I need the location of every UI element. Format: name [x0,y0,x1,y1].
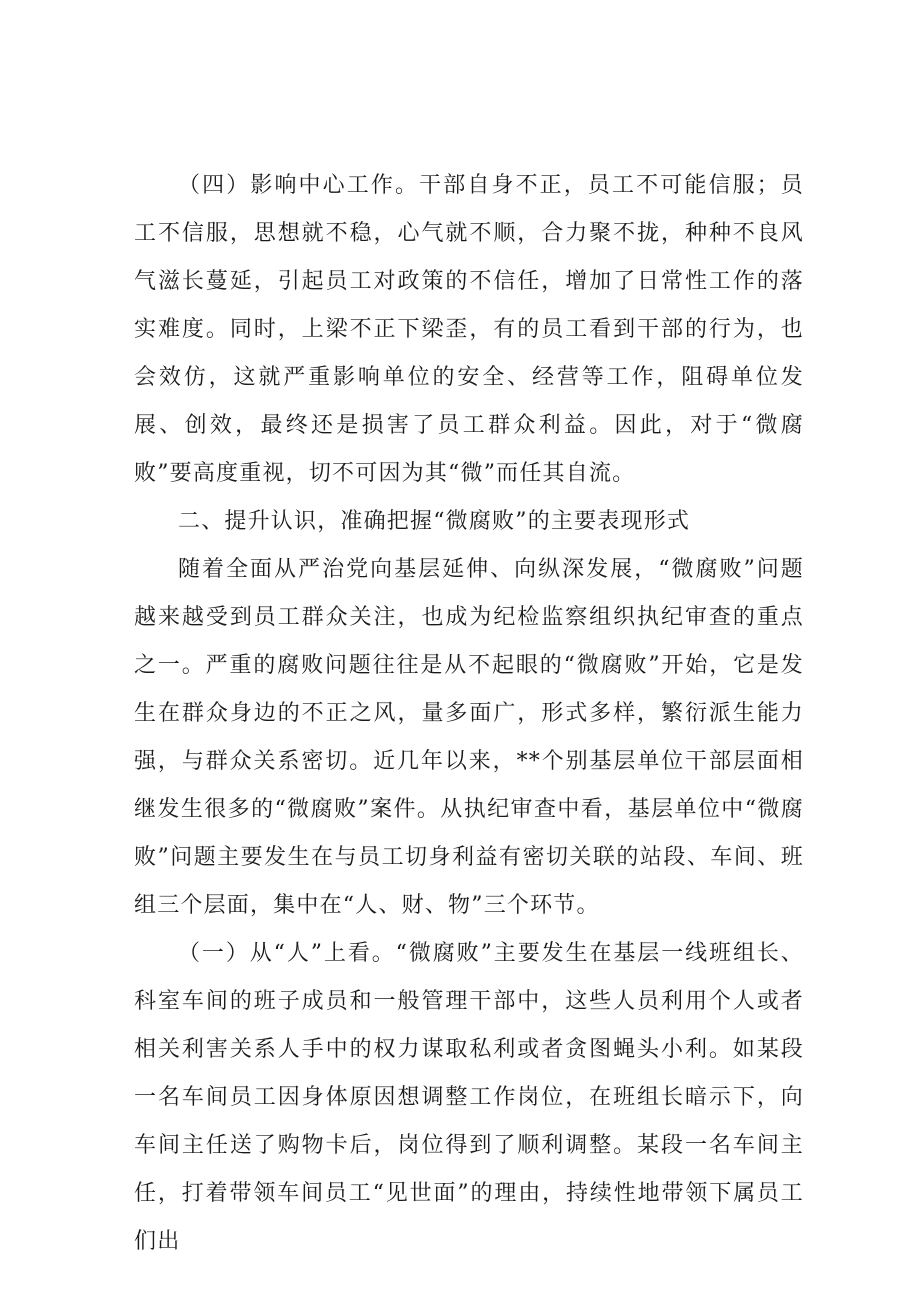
paragraph-influence-central-work: （四）影响中心工作。干部自身不正，员工不可能信服；员工不信服，思想就不稳，心气就不顺，合力聚不拢，种种不良风气滋长蔓延，引起员工对政策的不信任，增加了日常性工作的落实难度。同时，上梁不正下梁歪，有的员工看到干部的行为，也会效仿，这就严重影响单位的安全、经营等工作，阻碍单位发展、创效，最终还是损害了员工群众利益。因此，对于“微腐败”要高度重视，切不可因为其“微”而任其自流。 [134,173,804,486]
document-body [134,162,804,1266]
paragraph-people-aspect: （一）从“人”上看。“微腐败”主要发生在基层一线班组长、科室车间的班子成员和一般管理干部中，这些人员利用个人或者相关利害关系人手中的权力谋取私利或者贪图蝇头小利。如某段一名车间员工因身体原因想调整工作岗位，在班组长暗示下，向车间主任送了购物卡后，岗位得到了顺利调整。某段一名车间主任，打着带领车间员工“见世面”的理由，持续性地带领下属员工们出 [134,941,804,1254]
paragraph-micro-corruption-overview: 随着全面从严治党向基层延伸、向纵深发展，“微腐败”问题越来越受到员工群众关注，也成为纪检监察组织执纪审查的重点之一。严重的腐败问题往往是从不起眼的“微腐败”开始，它是发生在群众身边的不正之风，量多面广，形式多样，繁衍派生能力强，与群众关系密切。近几年以来，**个别基层单位干部层面相继发生很多的“微腐败”案件。从执纪审查中看，基层单位中“微腐败”问题主要发生在与员工切身利益有密切关联的站段、车间、班组三个层面，集中在“人、财、物”三个环节。 [134,557,804,918]
section-heading-two: 二、提升认识，准确把握“微腐败”的主要表现形式 [178,509,691,534]
